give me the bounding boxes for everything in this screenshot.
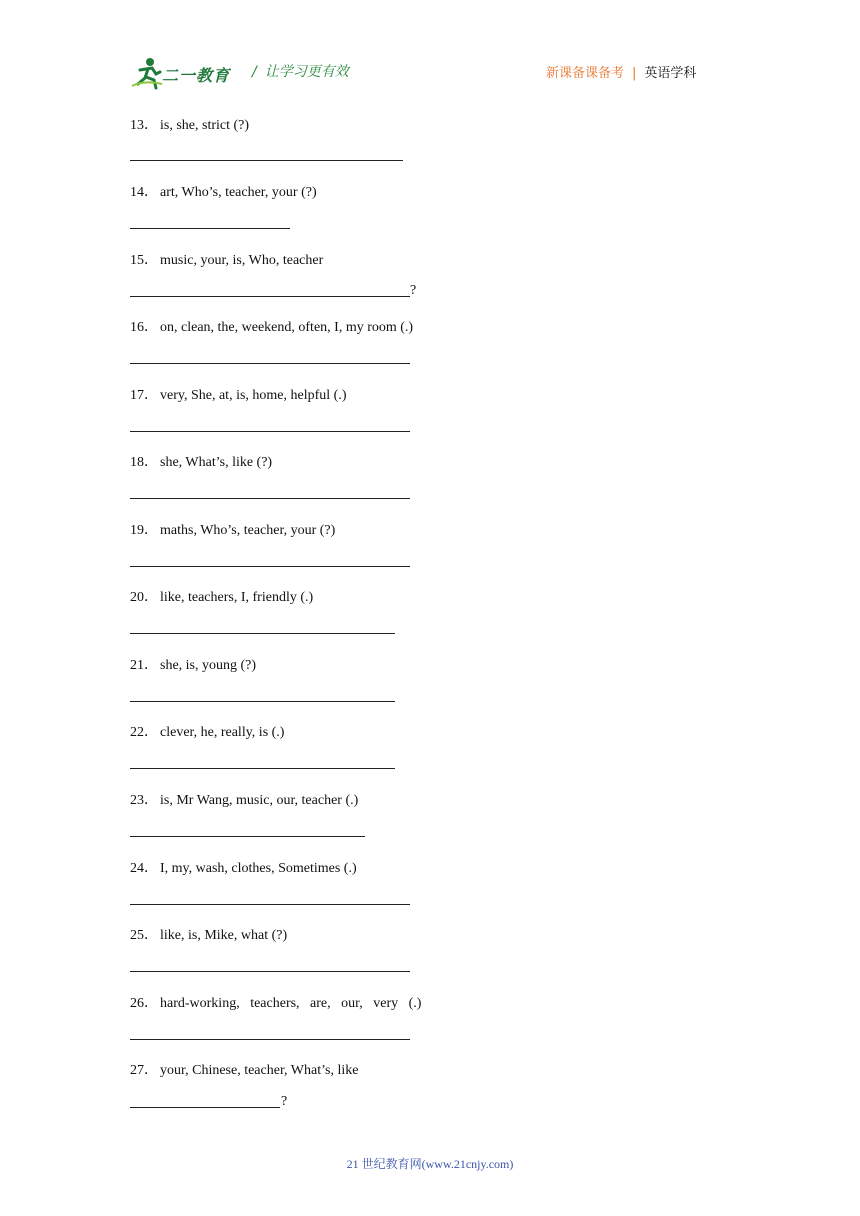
answer-line-19[interactable]	[130, 566, 410, 567]
question-19: 19． maths, Who’s, teacher, your (?)	[130, 523, 336, 538]
runner-logo-icon	[130, 56, 164, 90]
answer-line-14[interactable]	[130, 228, 290, 229]
answer-line-18[interactable]	[130, 498, 410, 499]
answer-line-23[interactable]	[130, 836, 365, 837]
question-24: 24． I, my, wash, clothes, Sometimes (.)	[130, 861, 357, 876]
question-14: 14． art, Who’s, teacher, your (?)	[130, 185, 317, 200]
question-13: 13． is, she, strict (?)	[130, 118, 250, 133]
header-tag-subject: 英语学科	[644, 66, 697, 81]
question-23: 23． is, Mr Wang, music, our, teacher (.)	[130, 793, 359, 808]
logo-text: 二一教育	[162, 66, 231, 85]
answer-line-26[interactable]	[130, 1039, 410, 1040]
question-21: 21． she, is, young (?)	[130, 658, 257, 673]
slogan	[252, 61, 349, 81]
slogan-slash: /	[252, 64, 257, 80]
answer-suffix-15: ?	[410, 283, 417, 298]
page-header	[0, 0, 860, 100]
answer-suffix-27: ?	[281, 1094, 288, 1109]
answer-line-27[interactable]	[130, 1107, 280, 1108]
answer-line-20[interactable]	[130, 633, 395, 634]
header-separator: |	[632, 66, 637, 81]
logo	[130, 56, 240, 90]
answer-line-15[interactable]	[130, 296, 410, 297]
question-22: 22． clever, he, really, is (.)	[130, 725, 285, 740]
answer-line-22[interactable]	[130, 768, 395, 769]
question-17: 17． very, She, at, is, home, helpful (.)	[130, 388, 347, 403]
page-footer: 21 世纪教育网(www.21cnjy.com)	[346, 1157, 514, 1171]
slogan-text: 让学习更有效	[264, 64, 349, 80]
answer-line-25[interactable]	[130, 971, 410, 972]
header-tag-prep: 新课备课备考	[546, 66, 625, 81]
question-18: 18． she, What’s, like (?)	[130, 455, 273, 470]
question-25: 25． like, is, Mike, what (?)	[130, 928, 288, 943]
header-tags	[546, 62, 696, 81]
answer-line-17[interactable]	[130, 431, 410, 432]
answer-line-16[interactable]	[130, 363, 410, 364]
question-27: 27． your, Chinese, teacher, What’s, like	[130, 1063, 359, 1078]
answer-line-13[interactable]	[130, 160, 403, 161]
question-26: 26． hard-working, teachers, are, our, very (.)	[130, 996, 422, 1011]
question-15: 15． music, your, is, Who, teacher	[130, 253, 324, 268]
answer-line-21[interactable]	[130, 701, 395, 702]
answer-line-24[interactable]	[130, 904, 410, 905]
question-16: 16． on, clean, the, weekend, often, I, my room (.)	[130, 320, 414, 335]
question-20: 20． like, teachers, I, friendly (.)	[130, 590, 314, 605]
